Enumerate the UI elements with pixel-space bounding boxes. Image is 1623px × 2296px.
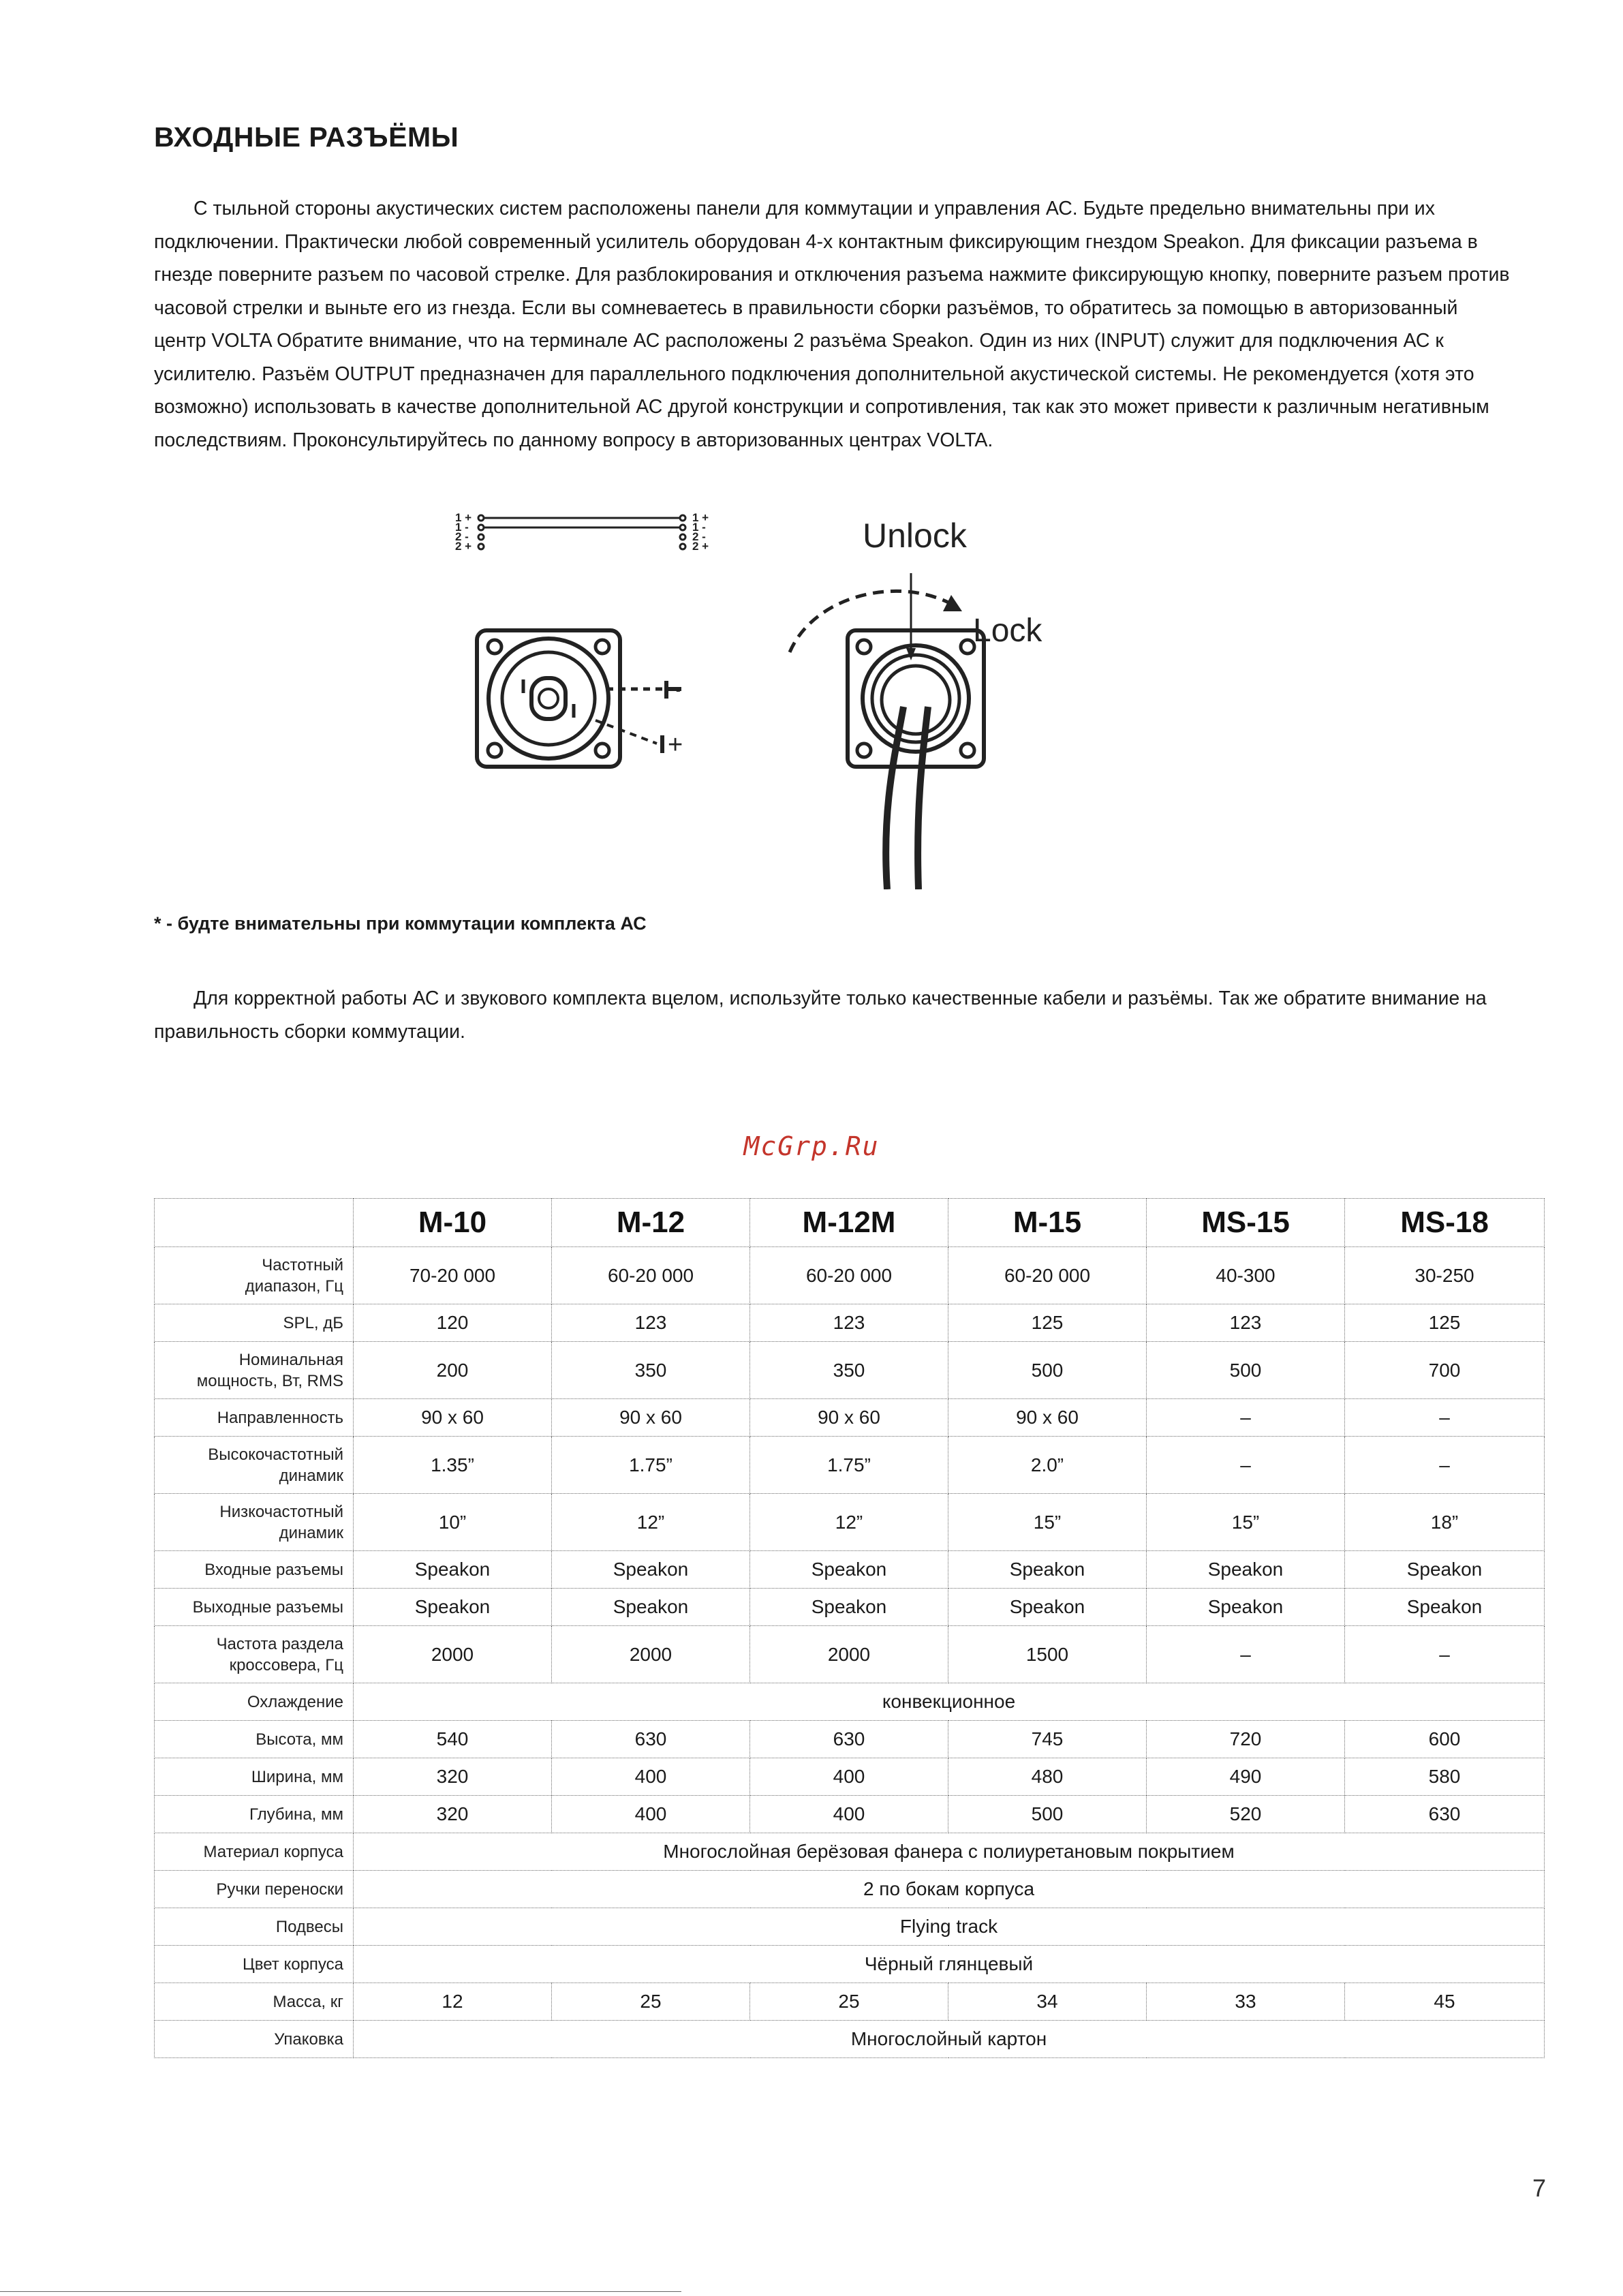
- table-row: [155, 1683, 1545, 1721]
- row-label-line: мощность, Вт, RMS: [196, 1371, 343, 1390]
- spec-value: 1500: [948, 1626, 1147, 1683]
- pin-label-right-1: 1 +: [692, 511, 709, 524]
- table-row: [155, 1342, 1545, 1399]
- spec-value: 490: [1147, 1758, 1345, 1796]
- wiring-scheme: [455, 511, 709, 553]
- spec-value: Speakon: [1147, 1589, 1345, 1626]
- spec-value: 2.0”: [948, 1437, 1147, 1494]
- table-row: [155, 1871, 1545, 1908]
- spec-value: 90 x 60: [750, 1399, 948, 1437]
- pin-label-right-3: 2 -: [692, 530, 706, 543]
- spec-value: Speakon: [1345, 1551, 1545, 1589]
- spec-value: 400: [552, 1758, 750, 1796]
- spec-value-span: 2 по бокам корпуса: [354, 1871, 1545, 1908]
- spec-value: –: [1147, 1437, 1345, 1494]
- specifications-table: [154, 1198, 1545, 2058]
- row-label: [155, 1342, 354, 1399]
- row-label: [155, 1304, 354, 1342]
- spec-value: 350: [552, 1342, 750, 1399]
- spec-value: 1.75”: [552, 1437, 750, 1494]
- table-row: [155, 1247, 1545, 1304]
- model-header: MS-15: [1147, 1199, 1345, 1247]
- pin-label-left-1: 1 +: [455, 511, 472, 524]
- spec-value: 320: [354, 1758, 552, 1796]
- spec-value: 25: [750, 1983, 948, 2021]
- spec-value: 70-20 000: [354, 1247, 552, 1304]
- row-label: [155, 1796, 354, 1833]
- row-label-line: кроссовера, Гц: [229, 1655, 343, 1674]
- spec-value: 2000: [354, 1626, 552, 1683]
- row-label-line: Частотный: [262, 1255, 343, 1274]
- table-row: [155, 1796, 1545, 1833]
- row-label-line: Направленность: [217, 1408, 343, 1427]
- spec-value: 90 x 60: [552, 1399, 750, 1437]
- spec-value-span: конвекционное: [354, 1683, 1545, 1721]
- row-label: [155, 1758, 354, 1796]
- row-label-line: Выходные разъемы: [192, 1597, 343, 1617]
- spec-value: 12”: [552, 1494, 750, 1551]
- table-row: [155, 1304, 1545, 1342]
- warning-note: * - будте внимательны при коммутации комплекта АС: [154, 913, 647, 934]
- spec-value: 1.35”: [354, 1437, 552, 1494]
- spec-value: 1.75”: [750, 1437, 948, 1494]
- spec-value: 15”: [948, 1494, 1147, 1551]
- row-label: [155, 1908, 354, 1946]
- spec-value: 12: [354, 1983, 552, 2021]
- row-label: [155, 1983, 354, 2021]
- pin-label-left-2: 1 -: [455, 521, 469, 534]
- spec-value: 123: [552, 1304, 750, 1342]
- page-number: 7: [1532, 2174, 1547, 2202]
- spec-value: 720: [1147, 1721, 1345, 1758]
- spec-value: 600: [1345, 1721, 1545, 1758]
- row-label-line: Ширина, мм: [251, 1767, 343, 1786]
- table-body: [155, 1247, 1545, 2058]
- row-label-line: Упаковка: [274, 2030, 343, 2049]
- pin-label-right-2: 1 -: [692, 521, 706, 534]
- spec-value: Speakon: [552, 1551, 750, 1589]
- table-row: [155, 1626, 1545, 1683]
- lock-label: Lock: [973, 613, 1042, 649]
- spec-value: Speakon: [948, 1589, 1147, 1626]
- table-header-row: [155, 1199, 1545, 1247]
- spec-value: 2000: [552, 1626, 750, 1683]
- spec-value: 123: [750, 1304, 948, 1342]
- row-label-line: Глубина, мм: [249, 1805, 343, 1824]
- row-label-line: Подвесы: [275, 1917, 343, 1936]
- model-header: M-10: [354, 1199, 552, 1247]
- row-label: [155, 1399, 354, 1437]
- speakon-socket-locked: [790, 573, 984, 889]
- spec-value: 60-20 000: [750, 1247, 948, 1304]
- spec-value: 630: [552, 1721, 750, 1758]
- table-row: [155, 1908, 1545, 1946]
- plus-label: +: [668, 731, 683, 759]
- row-label: [155, 1833, 354, 1871]
- row-label-line: SPL, дБ: [283, 1313, 343, 1332]
- spec-value: 60-20 000: [948, 1247, 1147, 1304]
- spec-value: 25: [552, 1983, 750, 2021]
- table-row: [155, 1399, 1545, 1437]
- spec-value: 630: [750, 1721, 948, 1758]
- spec-value: –: [1147, 1626, 1345, 1683]
- row-label: [155, 1683, 354, 1721]
- model-header: M-12: [552, 1199, 750, 1247]
- row-label: [155, 1871, 354, 1908]
- spec-value: 520: [1147, 1796, 1345, 1833]
- spec-value: 500: [948, 1342, 1147, 1399]
- spec-value: 60-20 000: [552, 1247, 750, 1304]
- row-label: [155, 1494, 354, 1551]
- row-label: [155, 1551, 354, 1589]
- spec-value: –: [1147, 1399, 1345, 1437]
- spec-value: 200: [354, 1342, 552, 1399]
- spec-value: 90 x 60: [354, 1399, 552, 1437]
- row-label-line: Масса, кг: [273, 1992, 343, 2011]
- spec-value: Speakon: [948, 1551, 1147, 1589]
- spec-value: 33: [1147, 1983, 1345, 2021]
- spec-value-span: Многослойный картон: [354, 2021, 1545, 2058]
- spec-value-span: Чёрный глянцевый: [354, 1946, 1545, 1983]
- spec-value-span: Многослойная берёзовая фанера с полиуретановым покрытием: [354, 1833, 1545, 1871]
- spec-value: 320: [354, 1796, 552, 1833]
- row-label-line: Номинальная: [238, 1350, 343, 1369]
- spec-value: Speakon: [750, 1551, 948, 1589]
- spec-value: 580: [1345, 1758, 1545, 1796]
- row-label-line: Высокочастотный: [208, 1445, 343, 1464]
- table-row: [155, 1551, 1545, 1589]
- spec-value: 400: [552, 1796, 750, 1833]
- table-row: [155, 1833, 1545, 1871]
- unlock-label: Unlock: [863, 517, 967, 555]
- spec-value: Speakon: [750, 1589, 948, 1626]
- row-label: [155, 2021, 354, 2058]
- row-label: [155, 1946, 354, 1983]
- speakon-connector-diagram: [446, 508, 1113, 889]
- row-label-line: динамик: [279, 1523, 343, 1542]
- row-label: [155, 1589, 354, 1626]
- spec-value: Speakon: [1147, 1551, 1345, 1589]
- spec-value: Speakon: [354, 1551, 552, 1589]
- table-row: [155, 1589, 1545, 1626]
- spec-value: 480: [948, 1758, 1147, 1796]
- minus-label: -: [676, 683, 681, 698]
- spec-value: 350: [750, 1342, 948, 1399]
- intro-paragraph: [154, 192, 1513, 457]
- row-label-line: диапазон, Гц: [245, 1276, 343, 1296]
- row-label-line: Ручки переноски: [216, 1880, 343, 1899]
- table-row: [155, 2021, 1545, 2058]
- pin-label-left-4: 2 +: [455, 540, 472, 553]
- spec-value: 34: [948, 1983, 1147, 2021]
- intro-paragraph-text: С тыльной стороны акустических систем расположены панели для коммутации и управления АС. Будьте предельно внимательны при их подключении. Практически любой современный усилитель оборудован 4-х контактным фиксирующим гнездом Speakon. Для фиксации разъема в гнезде поверните разъем по часовой стрелке. Для разблокирования и отключения разъема нажмите фиксирующую кнопку, поверните разъем против часовой стрелки и выньте его из гнезда. Если вы сомневаетесь в правильности сборки разъёмов, то обратитесь за помощью в авторизованный центр VOLTA Обратите внимание, что на терминале АС расположены 2 разъёма Speakon. Один из них (INPUT) служит для подключения АС к усилителю. Разъём OUTPUT предназначен для параллельного подключения дополнительной акустической системы. Не рекомендуется (хотя это возможно) использовать в качестве дополнительной АС другой конструкции и сопротивления, так как это может привести к различным негативным последствиям. Проконсультируйтесь по данному вопросу в авторизованных центрах VOLTA.: [154, 198, 1510, 451]
- spec-value: 125: [948, 1304, 1147, 1342]
- row-label-line: динамик: [279, 1466, 343, 1485]
- table-row: [155, 1983, 1545, 2021]
- spec-value: 15”: [1147, 1494, 1345, 1551]
- row-label-line: Низкочастотный: [219, 1502, 343, 1521]
- spec-value: 500: [1147, 1342, 1345, 1399]
- spec-value: 18”: [1345, 1494, 1545, 1551]
- spec-value: 40-300: [1147, 1247, 1345, 1304]
- spec-value: 12”: [750, 1494, 948, 1551]
- speakon-socket-front: [477, 630, 681, 767]
- bottom-divider: [0, 2291, 681, 2292]
- header-empty-cell: [155, 1199, 354, 1247]
- spec-value: 400: [750, 1758, 948, 1796]
- row-label-line: Охлаждение: [247, 1692, 343, 1711]
- spec-value: 125: [1345, 1304, 1545, 1342]
- spec-value: 500: [948, 1796, 1147, 1833]
- spec-value: 90 x 60: [948, 1399, 1147, 1437]
- spec-value: 2000: [750, 1626, 948, 1683]
- spec-value: Speakon: [552, 1589, 750, 1626]
- table-row: [155, 1758, 1545, 1796]
- spec-value: 120: [354, 1304, 552, 1342]
- spec-value: Speakon: [354, 1589, 552, 1626]
- spec-value: 745: [948, 1721, 1147, 1758]
- spec-value: 30-250: [1345, 1247, 1545, 1304]
- spec-value: 700: [1345, 1342, 1545, 1399]
- table-row: [155, 1946, 1545, 1983]
- row-label-line: Входные разъемы: [204, 1560, 343, 1579]
- table-row: [155, 1721, 1545, 1758]
- row-label-line: Материал корпуса: [203, 1842, 343, 1861]
- spec-value: 540: [354, 1721, 552, 1758]
- spec-value: –: [1345, 1399, 1545, 1437]
- pin-label-right-4: 2 +: [692, 540, 709, 553]
- spec-value: 10”: [354, 1494, 552, 1551]
- row-label: [155, 1437, 354, 1494]
- table-row: [155, 1494, 1545, 1551]
- row-label: [155, 1721, 354, 1758]
- spec-value: –: [1345, 1626, 1545, 1683]
- model-header: MS-18: [1345, 1199, 1545, 1247]
- spec-value: 630: [1345, 1796, 1545, 1833]
- table-row: [155, 1437, 1545, 1494]
- row-label: [155, 1247, 354, 1304]
- spec-value: Speakon: [1345, 1589, 1545, 1626]
- model-header: M-15: [948, 1199, 1147, 1247]
- spec-value-span: Flying track: [354, 1908, 1545, 1946]
- cable-paragraph-text: Для корректной работы АС и звукового комплекта вцелом, используйте только качественные кабели и разъёмы. Так же обратите внимание на правильность сборки коммутации.: [154, 988, 1487, 1043]
- spec-value: 123: [1147, 1304, 1345, 1342]
- section-title: ВХОДНЫЕ РАЗЪЁМЫ: [154, 121, 459, 153]
- pin-label-left-3: 2 -: [455, 530, 469, 543]
- watermark: McGrp.Ru: [743, 1131, 880, 1161]
- row-label-line: Высота, мм: [256, 1730, 343, 1749]
- row-label-line: Цвет корпуса: [243, 1955, 343, 1974]
- spec-value: 400: [750, 1796, 948, 1833]
- cable-paragraph: [154, 982, 1513, 1048]
- row-label-line: Частота раздела: [216, 1634, 343, 1653]
- spec-value: –: [1345, 1437, 1545, 1494]
- model-header: M-12M: [750, 1199, 948, 1247]
- row-label: [155, 1626, 354, 1683]
- spec-value: 45: [1345, 1983, 1545, 2021]
